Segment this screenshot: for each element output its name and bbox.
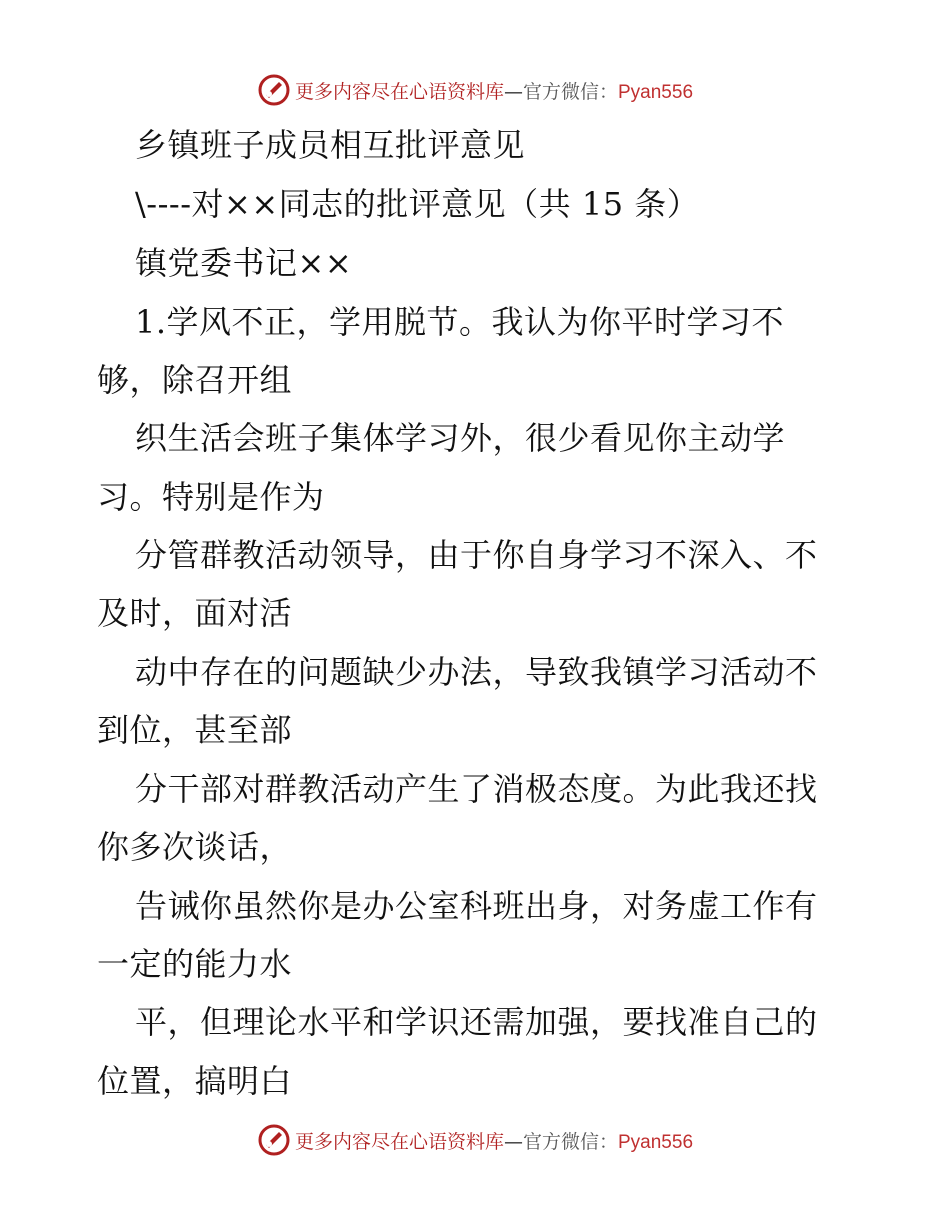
footer-watermark <box>0 1120 950 1160</box>
watermark-main-text: 更多内容尽在心语资料库 <box>294 80 504 103</box>
paragraph-line: 分干部对群教活动产生了消极态度。为此我还找 <box>135 770 818 808</box>
paragraph-line: 及时，面对活 <box>97 594 293 632</box>
header-watermark <box>0 70 950 110</box>
watermark-wechat-id: Pyan556 <box>618 81 694 103</box>
watermark-main-text: 更多内容尽在心语资料库 <box>294 1130 504 1153</box>
document-subtitle: \----对××同志的批评意见（共 15 条） <box>135 185 700 223</box>
paragraph-line: 你多次谈话， <box>97 828 293 866</box>
watermark-dash: — <box>503 1130 523 1153</box>
paragraph-line: 够，除召开组 <box>97 361 293 399</box>
watermark-wechat-id: Pyan556 <box>618 1131 694 1153</box>
paragraph-line: 织生活会班子集体学习外，很少看见你主动学 <box>135 419 786 457</box>
paragraph-line: 到位，甚至部 <box>97 711 293 749</box>
paragraph-line: 习。特别是作为 <box>97 478 325 516</box>
watermark-wechat-label: 官方微信： <box>522 80 618 103</box>
paragraph-line: 1.学风不正，学用脱节。我认为你平时学习不 <box>135 303 785 341</box>
paragraph-line: 分管群教活动领导，由于你自身学习不深入、不 <box>135 536 818 574</box>
paragraph-line: 一定的能力水 <box>97 945 293 983</box>
paragraph-line: 告诫你虽然你是办公室科班出身，对务虚工作有 <box>135 887 818 925</box>
author-line: 镇党委书记×× <box>135 244 353 282</box>
logo-icon <box>257 1123 291 1157</box>
paragraph-line: 平，但理论水平和学识还需加强，要找准自己的 <box>135 1003 818 1041</box>
paragraph-line: 动中存在的问题缺少办法，导致我镇学习活动不 <box>135 653 818 691</box>
document-title: 乡镇班子成员相互批评意见 <box>135 126 526 164</box>
watermark-wechat-label: 官方微信： <box>522 1130 618 1153</box>
watermark-dash: — <box>503 80 523 103</box>
paragraph-line: 位置，搞明白 <box>97 1062 293 1100</box>
logo-icon <box>257 73 291 107</box>
